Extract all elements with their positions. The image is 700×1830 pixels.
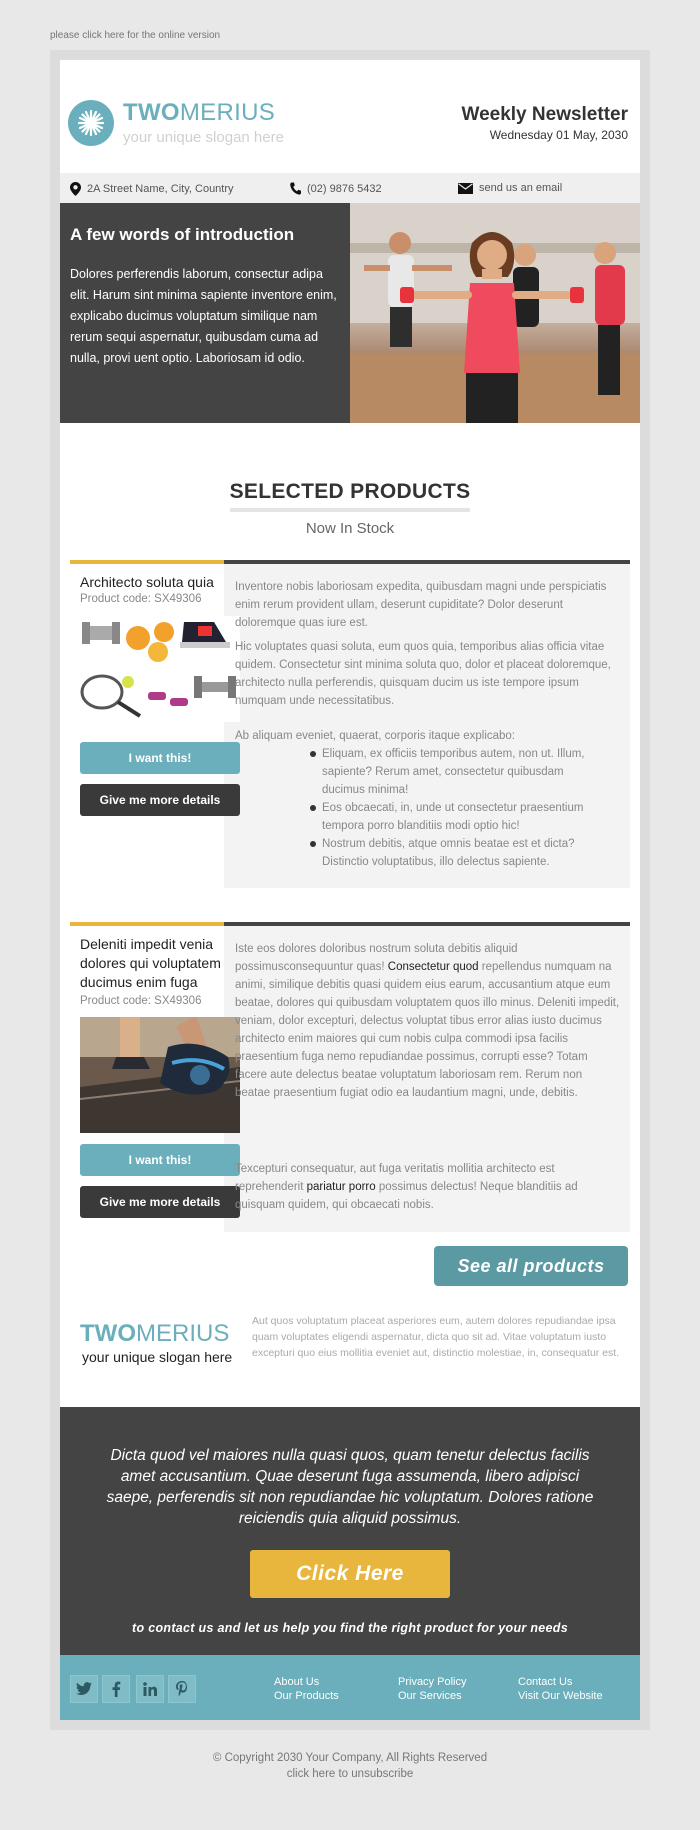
text-segment: Texcepturi consequatur, aut fuga veritatis mollitia architecto est reprehenderit: [235, 1163, 555, 1193]
footer-slogan: your unique slogan here: [82, 1349, 233, 1365]
address-item: [70, 182, 234, 196]
contact-bar: [60, 173, 640, 203]
text-segment: repellendus numquam na animi, similique debitis quasi quidem eius earum, accusantium atque eum beatae, dolores qui quibusdam voluptatem quos illo minus. Deleniti impedit, veniam, dolor excepturi, delectus voluptat tibus error alias iusto ducimus architecto enim maiores qui cum nobis culpa commodi ipsa facilis praesentium fuga nemo repudiandae possimus, corrupti esse? Totam facere aute delectus beatae voluptatum laboriosam rem. Rerum non beatae praesentium fugiat odio ea laudantium magni, unde, debitis.: [235, 961, 620, 1099]
product-paragraph: Ab aliquam eveniet, quaerat, corporis itaque explicabo:: [235, 730, 516, 742]
product-name[interactable]: Deleniti impedit venia dolores qui voluptatem ducimus enim fuga: [80, 936, 221, 990]
unsubscribe-link[interactable]: click here to unsubscribe: [286, 1768, 414, 1780]
want-this-button[interactable]: I want this!: [80, 1144, 240, 1176]
brand-bold: TWO: [123, 99, 180, 126]
product-code: Product code: SX49306: [80, 593, 202, 605]
sports-equipment-image: [80, 616, 240, 722]
visit-website-link[interactable]: Visit Our Website: [518, 1690, 603, 1702]
brand-bold: TWO: [80, 1320, 136, 1347]
text-segment: possimus delectus! Neque blanditiis ad quisquam quidem, qui obcaecati nobis.: [235, 1181, 578, 1211]
copyright-text: © Copyright 2030 Your Company, All Rights Reserved: [212, 1752, 488, 1764]
see-all-products-button[interactable]: See all products: [434, 1246, 628, 1286]
facebook-icon[interactable]: [102, 1675, 130, 1703]
intro-section: [60, 203, 350, 423]
email-frame: [50, 50, 650, 1730]
phone-icon: [290, 182, 301, 195]
want-this-button[interactable]: I want this!: [80, 742, 240, 774]
text-segment: Iste eos dolores doloribus nostrum soluta debitis aliquid possimusconsequuntur quas!: [235, 943, 518, 973]
intro-text: Dolores perferendis laborum, consectur adipa elit. Harum sint minima sapiente inventore enim, explicabo ducimus voluptatum similique nam rerum sequi aspernatur, quibusdam cuma ad nulla, provi uent optio. Laboriosam id odio.: [70, 267, 337, 365]
product-name[interactable]: Architecto soluta quia: [80, 574, 214, 590]
cta-subtext: to contact us and let us help you find the right product for your needs: [132, 1621, 568, 1635]
online-version-link[interactable]: please click here for the online version: [50, 30, 221, 41]
pinterest-icon[interactable]: [168, 1675, 196, 1703]
accent-bar-yellow: [70, 560, 224, 564]
logo-icon: [68, 100, 114, 146]
more-details-button[interactable]: Give me more details: [80, 1186, 240, 1218]
newsletter-title: Weekly Newsletter: [461, 104, 628, 125]
location-pin-icon: [70, 182, 81, 196]
more-details-button[interactable]: Give me more details: [80, 784, 240, 816]
slogan: your unique slogan here: [123, 129, 284, 146]
privacy-policy-link[interactable]: Privacy Policy: [398, 1676, 467, 1688]
our-services-link[interactable]: Our Services: [398, 1690, 462, 1702]
footer-bar: [60, 1655, 640, 1720]
cta-quote: Dicta quod vel maiores nulla quasi quos, quam tenetur delectus facilis amet accusantium. Quae deserunt fuga assumenda, libero adipisci saepe, perferendis sit non repudiandae hic voluptatum. Dolores ratione reiciendis quia aliquid possimus.: [106, 1447, 594, 1527]
email-item[interactable]: [458, 182, 562, 194]
selected-products-subtitle: Now In Stock: [305, 520, 395, 537]
twitter-icon[interactable]: [70, 1675, 98, 1703]
fitness-class-photo: [350, 203, 640, 423]
linkedin-icon[interactable]: [136, 1675, 164, 1703]
selected-products-title: SELECTED PRODUCTS: [229, 480, 471, 503]
highlight-link[interactable]: pariatur porro: [306, 1181, 376, 1193]
title-underline: [230, 508, 470, 512]
list-item: Eliquam, ex officiis temporibus autem, non ut. Illum, sapiente? Rerum amet, consectetur quibusdam ducimus minima!: [310, 745, 602, 799]
brand-light: MERIUS: [135, 1320, 230, 1347]
envelope-icon: [458, 183, 473, 194]
list-item: Nostrum debitis, atque omnis beatae est et dicta? Distinctio voluptatibus, illo delectus sapiente.: [310, 835, 602, 871]
footer-brand-logo[interactable]: [80, 1320, 229, 1348]
intro-heading: A few words of introduction: [70, 225, 295, 244]
brand-light: MERIUS: [179, 99, 276, 126]
email-link: send us an email: [479, 182, 563, 194]
product-paragraph: [235, 940, 620, 1102]
brand-logo[interactable]: [123, 99, 275, 127]
newsletter-date: Wednesday 01 May, 2030: [489, 128, 628, 142]
product-bullet-list: [310, 745, 602, 871]
product-paragraph: [235, 1160, 620, 1214]
contact-us-link[interactable]: Contact Us: [518, 1676, 573, 1688]
highlight-link[interactable]: Consectetur quod: [387, 961, 479, 973]
our-products-link[interactable]: Our Products: [274, 1690, 339, 1702]
accent-bar-yellow: [70, 922, 224, 926]
footer-brand-text: Aut quos voluptatum placeat asperiores eum, autem dolores repudiandae ipsa quam voluptates eligendi aspernatur, dicta quo sit ad. Vitae voluptatum iusto excepturi quo eius mollitia eveniet aut, distinctio molestiae, in, consequatur est.: [252, 1315, 620, 1359]
product-paragraph: Inventore nobis laboriosam expedita, quibusdam magni unde perspiciatis enim rerum provident ullam, deserunt cupiditate? Dolor deserunt doloremque quas iure est.: [235, 581, 607, 629]
about-us-link[interactable]: About Us: [274, 1676, 320, 1688]
list-item: Eos obcaecati, in, unde ut consectetur praesentium tempora porro blanditiis modi optio hic!: [310, 799, 602, 835]
product-code: Product code: SX49306: [80, 995, 202, 1007]
cta-section: [60, 1407, 640, 1655]
treadmill-runner-image: [80, 1017, 240, 1133]
email-body: [60, 60, 640, 1720]
product-paragraph: Hic voluptates quasi soluta, eum quos quia, temporibus alias officia vitae quidem. Consectetur sint minima soluta quo, dolor et placeat doloremque, architecto nulla perferendis, quisquam ducim us iste tempore ipsum numquam unde necessitatibus.: [235, 641, 611, 707]
address-text: 2A Street Name, City, Country: [87, 183, 234, 195]
phone-item[interactable]: [290, 182, 382, 195]
phone-text: (02) 9876 5432: [307, 182, 382, 195]
click-here-button[interactable]: Click Here: [250, 1550, 450, 1598]
